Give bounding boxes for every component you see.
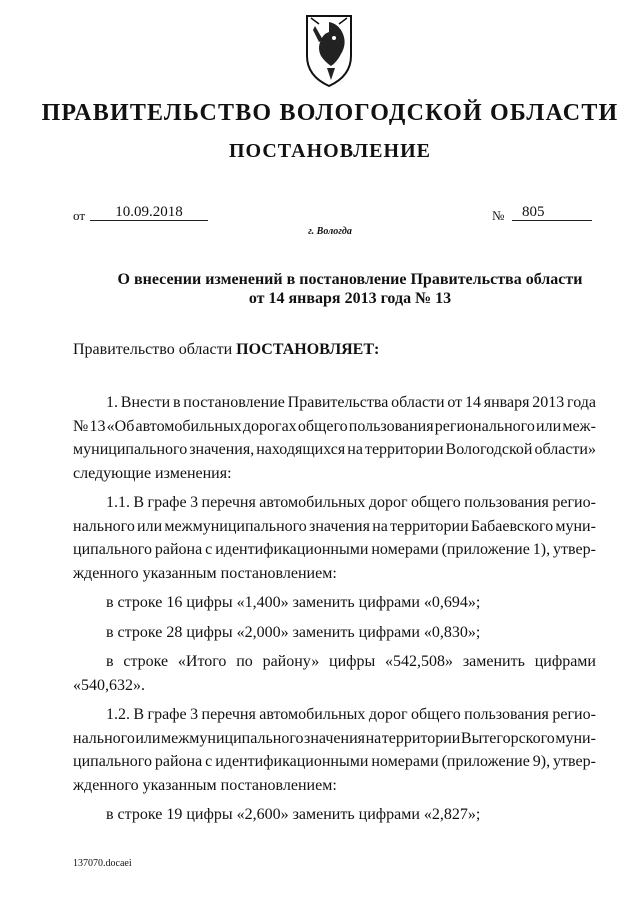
- body-line: [73, 703, 596, 727]
- total-word: по: [236, 653, 253, 670]
- word: с: [205, 541, 213, 558]
- word: года: [567, 394, 596, 411]
- word: значения: [309, 517, 370, 535]
- body-line: в строке 28 цифры «2,000» заменить цифрами «0,830»;: [106, 623, 481, 641]
- word: регионального: [434, 417, 535, 435]
- body-line: [73, 391, 596, 415]
- word: района: [154, 753, 203, 770]
- vologda-coat-of-arms-icon: [301, 10, 357, 90]
- word: значения,: [189, 441, 255, 458]
- total-word: строке: [123, 653, 169, 670]
- word: 3: [190, 706, 199, 723]
- word: ципального: [73, 753, 152, 770]
- body-line: следующие изменения:: [73, 464, 232, 482]
- subject-line-2: от 14 января 2013 года № 13: [248, 290, 452, 307]
- document-type: ПОСТАНОВЛЕНИЕ: [229, 140, 431, 162]
- word: 1),: [532, 541, 551, 558]
- word: графе: [147, 494, 187, 511]
- date-label: от: [73, 208, 86, 223]
- number-label: №: [492, 208, 505, 223]
- word: на: [365, 729, 382, 747]
- word: территории: [390, 517, 469, 535]
- body-line: «540,632».: [73, 676, 145, 694]
- word: идентификационными: [215, 753, 369, 770]
- word: района: [154, 541, 203, 558]
- word: 14: [464, 394, 481, 411]
- total-word: цифры: [329, 653, 376, 670]
- total-word: «542,508»: [385, 653, 454, 670]
- organization-title: ПРАВИТЕЛЬСТВО ВОЛОГОДСКОЙ ОБЛАСТИ: [41, 100, 619, 126]
- word: муни-: [555, 729, 596, 747]
- word: В: [133, 706, 145, 723]
- body-line: [73, 515, 596, 539]
- word: (приложение: [441, 541, 530, 558]
- word: 1.2.: [106, 706, 130, 723]
- word: №: [73, 417, 89, 435]
- total-line: [73, 650, 596, 674]
- word: Вытегорского: [460, 729, 555, 747]
- word: графе: [147, 706, 187, 723]
- word: или: [137, 517, 163, 535]
- word: меж-: [562, 417, 596, 435]
- word: находящихся: [256, 441, 346, 458]
- word: общего: [410, 494, 461, 511]
- word: автомобильных: [135, 417, 242, 435]
- decree-statement: [73, 341, 379, 359]
- document-subject: [0, 270, 640, 308]
- word: Правительства: [287, 394, 389, 411]
- decree-keyword: ПОСТАНОВЛЯЕТ:: [236, 341, 380, 358]
- word: регио-: [552, 706, 596, 723]
- word: муниципального: [73, 441, 188, 458]
- word: 1.1.: [106, 494, 130, 511]
- body-line: [73, 727, 596, 751]
- word: автомобильных: [259, 706, 366, 723]
- word: на: [347, 441, 363, 458]
- word: Внести: [120, 394, 171, 411]
- word: общего: [410, 706, 461, 723]
- word: (приложение: [441, 753, 530, 770]
- word: дорог: [368, 706, 408, 723]
- body-line: в строке 19 цифры «2,600» заменить цифрами «2,827»;: [106, 806, 481, 823]
- document-number: 805: [512, 204, 592, 221]
- word: пользования: [464, 494, 549, 511]
- word: 3: [190, 494, 199, 511]
- word: в: [172, 394, 181, 411]
- word: номерами: [371, 541, 439, 558]
- word: общего: [297, 417, 348, 435]
- body-line: [73, 750, 596, 774]
- word: территории: [364, 441, 444, 458]
- word: пользования: [348, 417, 434, 435]
- word: постановление: [183, 394, 285, 411]
- document-body: [73, 391, 596, 827]
- word: января: [483, 394, 530, 411]
- body-line: [73, 538, 596, 562]
- word: 1.: [106, 394, 118, 411]
- decree-prefix: Правительство области: [73, 341, 233, 358]
- body-line: [73, 415, 596, 439]
- total-word: заменить: [462, 653, 525, 670]
- word: автомобильных: [259, 494, 366, 511]
- word: 13: [89, 417, 106, 435]
- document-date: 10.09.2018: [90, 204, 208, 221]
- word: или: [536, 417, 562, 435]
- body-line: в строке 16 цифры «1,400» заменить цифрами «0,694»;: [106, 594, 481, 611]
- word: утвер-: [553, 541, 596, 558]
- word: на: [372, 517, 388, 535]
- word: Вологодской: [445, 441, 533, 458]
- word: или: [135, 729, 161, 747]
- word: пользования: [464, 706, 549, 723]
- word: 2013: [532, 394, 565, 411]
- word: от: [447, 394, 463, 411]
- body-line: жденного указанным постановлением:: [73, 776, 337, 794]
- word: с: [205, 753, 213, 770]
- word: Бабаевского: [470, 517, 554, 535]
- word: регио-: [552, 494, 596, 511]
- word: нального: [73, 517, 135, 535]
- word: перечня: [201, 706, 256, 723]
- body-line: [73, 438, 596, 462]
- word: области»: [534, 441, 596, 458]
- word: идентификационными: [215, 541, 369, 558]
- word: В: [133, 494, 145, 511]
- total-word: цифрами: [534, 653, 596, 670]
- word: дорогах: [242, 417, 297, 435]
- subject-line-1: О внесении изменений в постановление Правительства области: [117, 271, 583, 288]
- body-line: жденного указанным постановлением:: [73, 564, 337, 582]
- word: 9),: [532, 753, 551, 770]
- word: области: [391, 394, 445, 411]
- word: «Об: [106, 417, 135, 435]
- total-word: району»: [262, 653, 320, 670]
- file-reference: 137070.docaei: [73, 858, 132, 869]
- word: нального: [73, 729, 135, 747]
- word: муни-: [555, 517, 596, 535]
- word: значения: [304, 729, 366, 747]
- city: г. Вологда: [308, 226, 352, 237]
- total-word: «Итого: [177, 653, 227, 670]
- word: перечня: [201, 494, 256, 511]
- word: утвер-: [553, 753, 596, 770]
- word: дорог: [368, 494, 408, 511]
- word: межмуниципального: [164, 517, 307, 535]
- word: номерами: [371, 753, 439, 770]
- body-line: [73, 491, 596, 515]
- word: межмуниципального: [161, 729, 304, 747]
- word: ципального: [73, 541, 152, 558]
- total-word: в: [106, 653, 114, 670]
- word: территории: [381, 729, 461, 747]
